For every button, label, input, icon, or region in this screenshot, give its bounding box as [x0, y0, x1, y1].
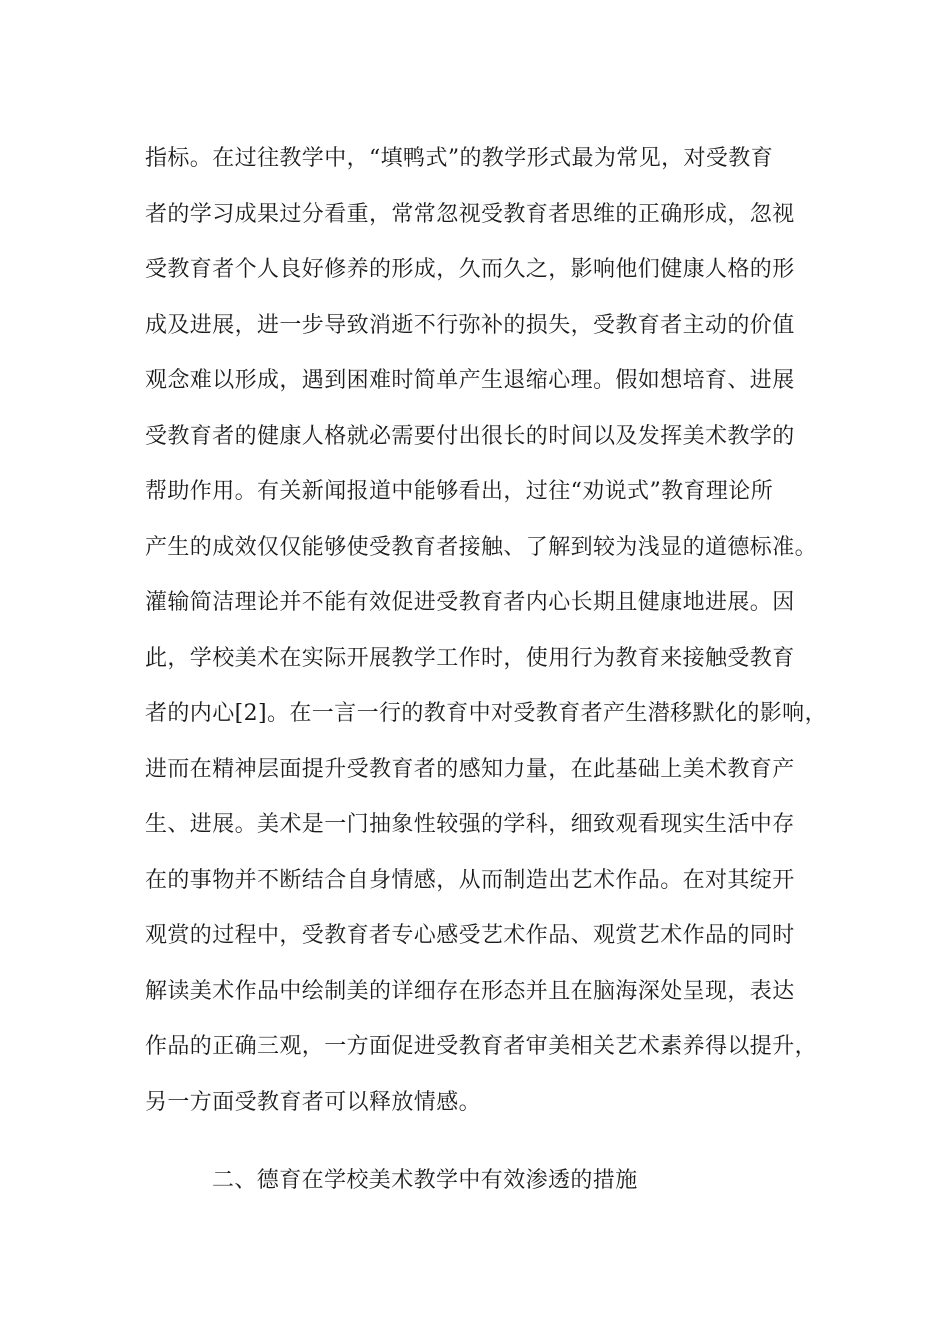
body-paragraph	[145, 131, 845, 1130]
paragraph-line: 产生的成效仅仅能够使受教育者接触、了解到较为浅显的道德标准。	[145, 534, 818, 560]
paragraph-line: 作品的正确三观，一方面促进受教育者审美相关艺术素养得以提升，	[145, 1034, 818, 1059]
paragraph-line: 在的事物并不断结合自身情感，从而制造出艺术作品。在对其绽开	[145, 867, 795, 893]
paragraph-line: 解读美术作品中绘制美的详细存在形态并且在脑海深处呈现，表达	[145, 978, 795, 1004]
paragraph-line: 成及进展，进一步导致消逝不行弥补的损失，受教育者主动的价值	[145, 312, 795, 338]
paragraph-line: 灌输简洁理论并不能有效促进受教育者内心长期且健康地进展。因	[145, 590, 795, 615]
paragraph-line: 者的内心[2]。在一言一行的教育中对受教育者产生潜移默化的影响，	[145, 701, 827, 726]
paragraph-line: 另一方面受教育者可以释放情感。	[145, 1089, 482, 1115]
paragraph-line: 帮助作用。有关新闻报道中能够看出，过往“劝说式”教育理论所	[145, 479, 774, 504]
paragraph-line: 受教育者的健康人格就必需要付出很长的时间以及发挥美术教学的	[145, 423, 795, 449]
paragraph-line: 观念难以形成，遇到困难时简单产生退缩心理。假如想培育、进展	[145, 368, 795, 393]
paragraph-line: 指标。在过往教学中，“填鸭式”的教学形式最为常见，对受教育	[145, 146, 774, 171]
paragraph-line: 进而在精神层面提升受教育者的感知力量，在此基础上美术教育产	[145, 756, 795, 782]
paragraph-line: 受教育者个人良好修养的形成，久而久之，影响他们健康人格的形	[145, 257, 795, 282]
section-heading: 二、德育在学校美术教学中有效渗透的措施	[212, 1168, 638, 1193]
paragraph-line: 者的学习成果过分看重，常常忽视受教育者思维的正确形成，忽视	[145, 201, 795, 227]
paragraph-line: 此，学校美术在实际开展教学工作时，使用行为教育来接触受教育	[145, 645, 795, 671]
paragraph-line: 观赏的过程中，受教育者专心感受艺术作品、观赏艺术作品的同时	[145, 923, 795, 948]
paragraph-line: 生、进展。美术是一门抽象性较强的学科，细致观看现实生活中存	[145, 812, 795, 837]
